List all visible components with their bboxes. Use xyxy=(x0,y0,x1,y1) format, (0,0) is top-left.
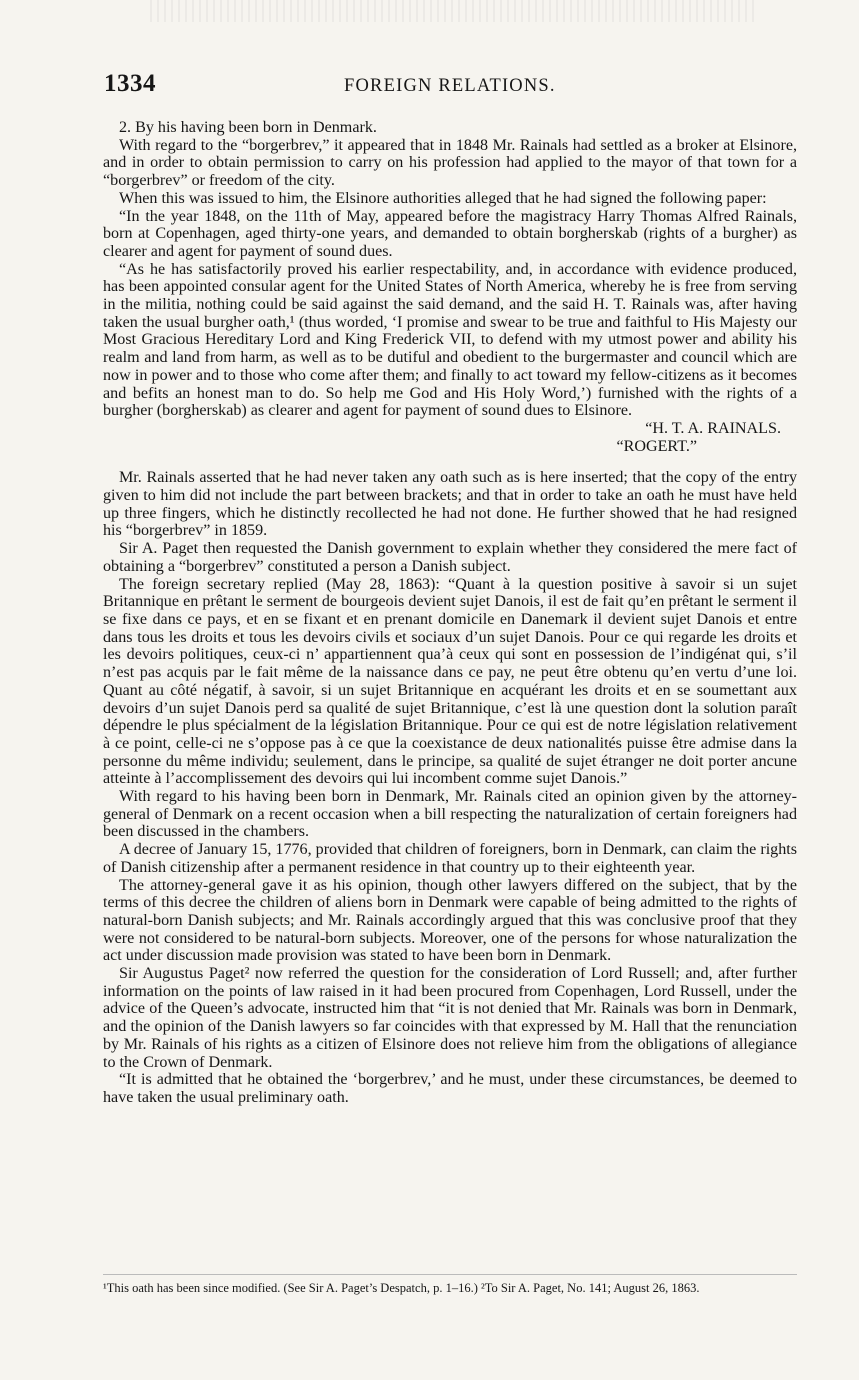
scan-edge-marks xyxy=(150,0,759,22)
paragraph: “In the year 1848, on the 11th of May, appeared before the magistracy Harry Thomas Alfred Rainals, born at Copenhagen, aged thirty-one years, and demanded to obtain borgherskab (rights of a burgher) as clearer and agent for payment of sound dues. xyxy=(103,207,797,260)
paragraph: The foreign secretary replied (May 28, 1863): “Quant à la question positive à savoir si un sujet Britannique en prêtant le serment de bourgeois devient sujet Danois, il est de fait qu’en prêtant le serment il se fixe dans ce pays, et en se fixant et en prenant domicile en Danemark il devient sujet Danois et entre dans tous les droits et tous les devoirs civils et sociaux d’un sujet Danois. Pour ce qui regarde les droits et les devoirs politiques, ceux-ci n’ appartiennent qua’à ceux qui sont en possession de l’indigénat qui, s’il n’est pas acquis par le fait même de la naissance dans ce pay, ne peut être obtenu qu’en vertu d’une loi. Quant au côté négatif, à savoir, si un sujet Britannique en acquérant les droits et en se soumettant aux devoirs d’un sujet Danois perd sa qualité de sujet Britannique, c’est là une question dont la solution paraît dépendre le plus spécialment de la législation Britannique. Pour ce qui est de notre législation relativement à ce point, celle-ci ne s’oppose pas à ce que la coexistance de deux nationalités puisse être admise dans la personne du même individu; seulement, dans le principe, sa qualité de sujet étranger ne doit porter ancune atteinte à l’accomplissement des devoirs qui lui incombent comme sujet Danois.” xyxy=(103,575,797,788)
body-text xyxy=(103,119,797,1107)
paragraph: 2. By his having been born in Denmark. xyxy=(119,119,377,136)
paragraph: Sir Augustus Paget² now referred the question for the consideration of Lord Russell; and, after further information on the points of law raised in it had been procured from Copenhagen, Lord Russell, under the advice of the Queen’s advocate, instructed him that “it is not denied that Mr. Rainals was born in Denmark, and the opinion of the Danish lawyers so far coincides with that expressed by M. Hall that the renunciation by Mr. Rainals of his rights as a citizen of Elsinore does not relieve him from the obligations of allegiance to the Crown of Denmark. xyxy=(103,965,797,1071)
paragraph: The attorney-general gave it as his opinion, though other lawyers differed on the subject, that by the terms of this decree the children of aliens born in Denmark were capable of being admitted to the rights of natural-born Danish subjects; and Mr. Rainals accordingly argued that this was conclusive proof that they were not considered to be natural-born subjects. Moreover, one of the persons for whose naturalization the act under discussion made provision was stated to have been born in Denmark. xyxy=(103,876,797,965)
footnotes: ¹This oath has been since modified. (See Sir A. Paget’s Despatch, p. 1–16.) ²To Sir A. Paget, No. 141; August 26, 1863. xyxy=(103,1281,700,1295)
page-header xyxy=(104,70,798,104)
footnote-divider xyxy=(103,1274,797,1275)
paragraph-gap xyxy=(103,455,797,469)
signature-line: “ROGERT.” xyxy=(616,437,697,455)
paragraph: “It is admitted that he obtained the ‘borgerbrev,’ and he must, under these circumstances, be deemed to have taken the usual preliminary oath. xyxy=(103,1071,797,1106)
paragraph: With regard to his having been born in Denmark, Mr. Rainals cited an opinion given by the attorney-general of Denmark on a recent occasion when a bill respecting the naturalization of certain foreigners had been discussed in the chambers. xyxy=(103,788,797,841)
paragraph: When this was issued to him, the Elsinore authorities alleged that he had signed the following paper: xyxy=(119,189,767,207)
paragraph: “As he has satisfactorily proved his earlier respectability, and, in accordance with evidence produced, has been appointed consular agent for the United States of North America, whereby he is free from serving in the militia, nothing could be said against the said demand, and the said H. T. Rainals was, after having taken the usual burgher oath,¹ (thus worded, ‘I promise and swear to be true and faithful to His Majesty our Most Gracious Hereditary Lord and King Frederick VII, to defend with my utmost power and ability his realm and land from harm, as well as to be dutiful and obedient to the burgermaster and council which are now in power and to those who come after them; and finally to act toward my fellow-citizens as it becomes and befits an honest man to do. So help me God and His Holy Word,’) furnished with the rights of a burgher (borgherskab) as clearer and agent for payment of sound dues to Elsinore. xyxy=(103,260,797,420)
running-head: FOREIGN RELATIONS. xyxy=(344,76,556,96)
paragraph: A decree of January 15, 1776, provided that children of foreigners, born in Denmark, can claim the rights of Danish citizenship after a permanent residence in that country up to their eighteenth year. xyxy=(103,841,797,876)
paragraph: Mr. Rainals asserted that he had never taken any oath such as is here inserted; that the copy of the entry given to him did not include the part between brackets; and that in order to take an oath he must have held up three fingers, which he distinctly recollected he had not done. He further showed that he had resigned his “borgerbrev” in 1859. xyxy=(103,469,797,540)
page-number: 1334 xyxy=(104,70,156,97)
signature-line: “H. T. A. RAINALS. xyxy=(645,419,781,437)
paragraph: With regard to the “borgerbrev,” it appeared that in 1848 Mr. Rainals had settled as a broker at Elsinore, and in order to obtain permission to carry on his profession had applied to the mayor of that town for a “borgerbrev” or freedom of the city. xyxy=(103,136,797,190)
paragraph: Sir A. Paget then requested the Danish government to explain whether they considered the mere fact of obtaining a “borgerbrev” constituted a person a Danish subject. xyxy=(103,540,797,575)
